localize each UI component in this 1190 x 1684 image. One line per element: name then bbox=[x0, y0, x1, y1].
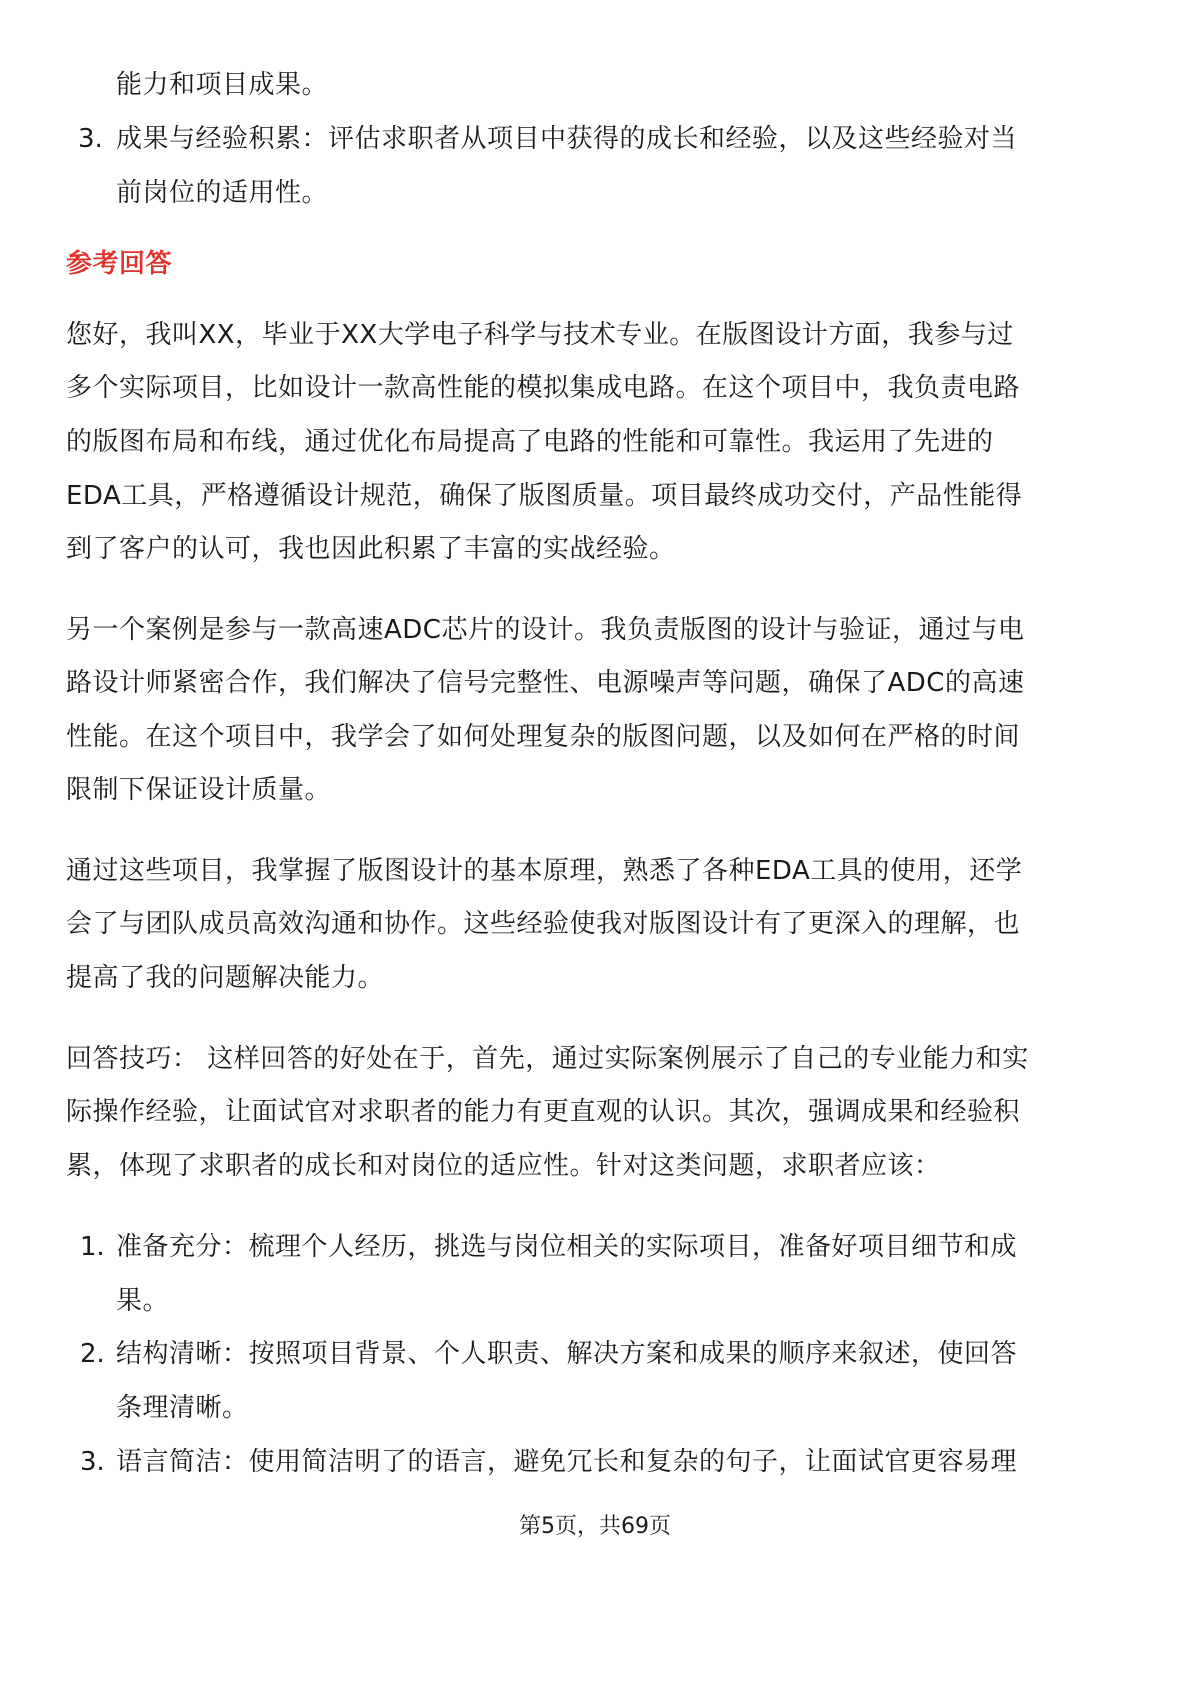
list-item-line: 成果与经验积累：评估求职者从项目中获得的成长和经验，以及这些经验对当 bbox=[116, 124, 1018, 154]
list-item-line: 结构清晰：按照项目背景、个人职责、解决方案和成果的顺序来叙述，使回答 bbox=[116, 1339, 1018, 1369]
paragraph-line: 通过这些项目，我掌握了版图设计的基本原理，熟悉了各种EDA工具的使用，还学 bbox=[66, 856, 1023, 886]
list-item-line: 前岗位的适用性。 bbox=[116, 178, 329, 208]
paragraph-line: 另一个案例是参与一款高速ADC芯片的设计。我负责版图的设计与验证，通过与电 bbox=[66, 615, 1025, 645]
list-item-line: 果。 bbox=[116, 1286, 170, 1316]
paragraph-line: 多个实际项目，比如设计一款高性能的模拟集成电路。在这个项目中，我负责电路 bbox=[66, 373, 1021, 403]
paragraph-line: 的版图布局和布线，通过优化布局提高了电路的性能和可靠性。我运用了先进的 bbox=[66, 427, 994, 457]
list-item-line: 语言简洁：使用简洁明了的语言，避免冗长和复杂的句子，让面试官更容易理 bbox=[116, 1447, 1018, 1477]
paragraph-line: 际操作经验，让面试官对求职者的能力有更直观的认识。其次，强调成果和经验积 bbox=[66, 1097, 1021, 1127]
section-heading: 参考回答 bbox=[66, 249, 173, 279]
paragraph-line: 回答技巧： 这样回答的好处在于，首先，通过实际案例展示了自己的专业能力和实 bbox=[66, 1044, 1029, 1074]
list-number: 3. bbox=[80, 1447, 105, 1477]
paragraph-line: 限制下保证设计质量。 bbox=[66, 775, 332, 805]
list-number: 1. bbox=[80, 1232, 105, 1262]
paragraph-line: 性能。在这个项目中，我学会了如何处理复杂的版图问题，以及如何在严格的时间 bbox=[66, 722, 1021, 752]
paragraph-line: 到了客户的认可，我也因此积累了丰富的实战经验。 bbox=[66, 534, 676, 564]
paragraph-line: 会了与团队成员高效沟通和协作。这些经验使我对版图设计有了更深入的理解，也 bbox=[66, 909, 1021, 939]
paragraph-line: EDA工具，严格遵循设计规范，确保了版图质量。项目最终成功交付，产品性能得 bbox=[66, 481, 1023, 511]
intro-continuation: 能力和项目成果。 bbox=[116, 70, 329, 100]
paragraph-line: 累，体现了求职者的成长和对岗位的适应性。针对这类问题，求职者应该： bbox=[66, 1151, 941, 1181]
list-item-line: 准备充分：梳理个人经历，挑选与岗位相关的实际项目，准备好项目细节和成 bbox=[116, 1232, 1018, 1262]
list-number: 2. bbox=[80, 1339, 105, 1369]
list-number: 3. bbox=[78, 124, 103, 154]
paragraph-line: 路设计师紧密合作，我们解决了信号完整性、电源噪声等问题，确保了ADC的高速 bbox=[66, 668, 1025, 698]
paragraph-line: 提高了我的问题解决能力。 bbox=[66, 963, 385, 993]
list-item-line: 条理清晰。 bbox=[116, 1393, 249, 1423]
paragraph-line: 您好，我叫XX，毕业于XX大学电子科学与技术专业。在版图设计方面，我参与过 bbox=[66, 320, 1014, 350]
page-footer: 第5页，共69页 bbox=[519, 1514, 671, 1539]
